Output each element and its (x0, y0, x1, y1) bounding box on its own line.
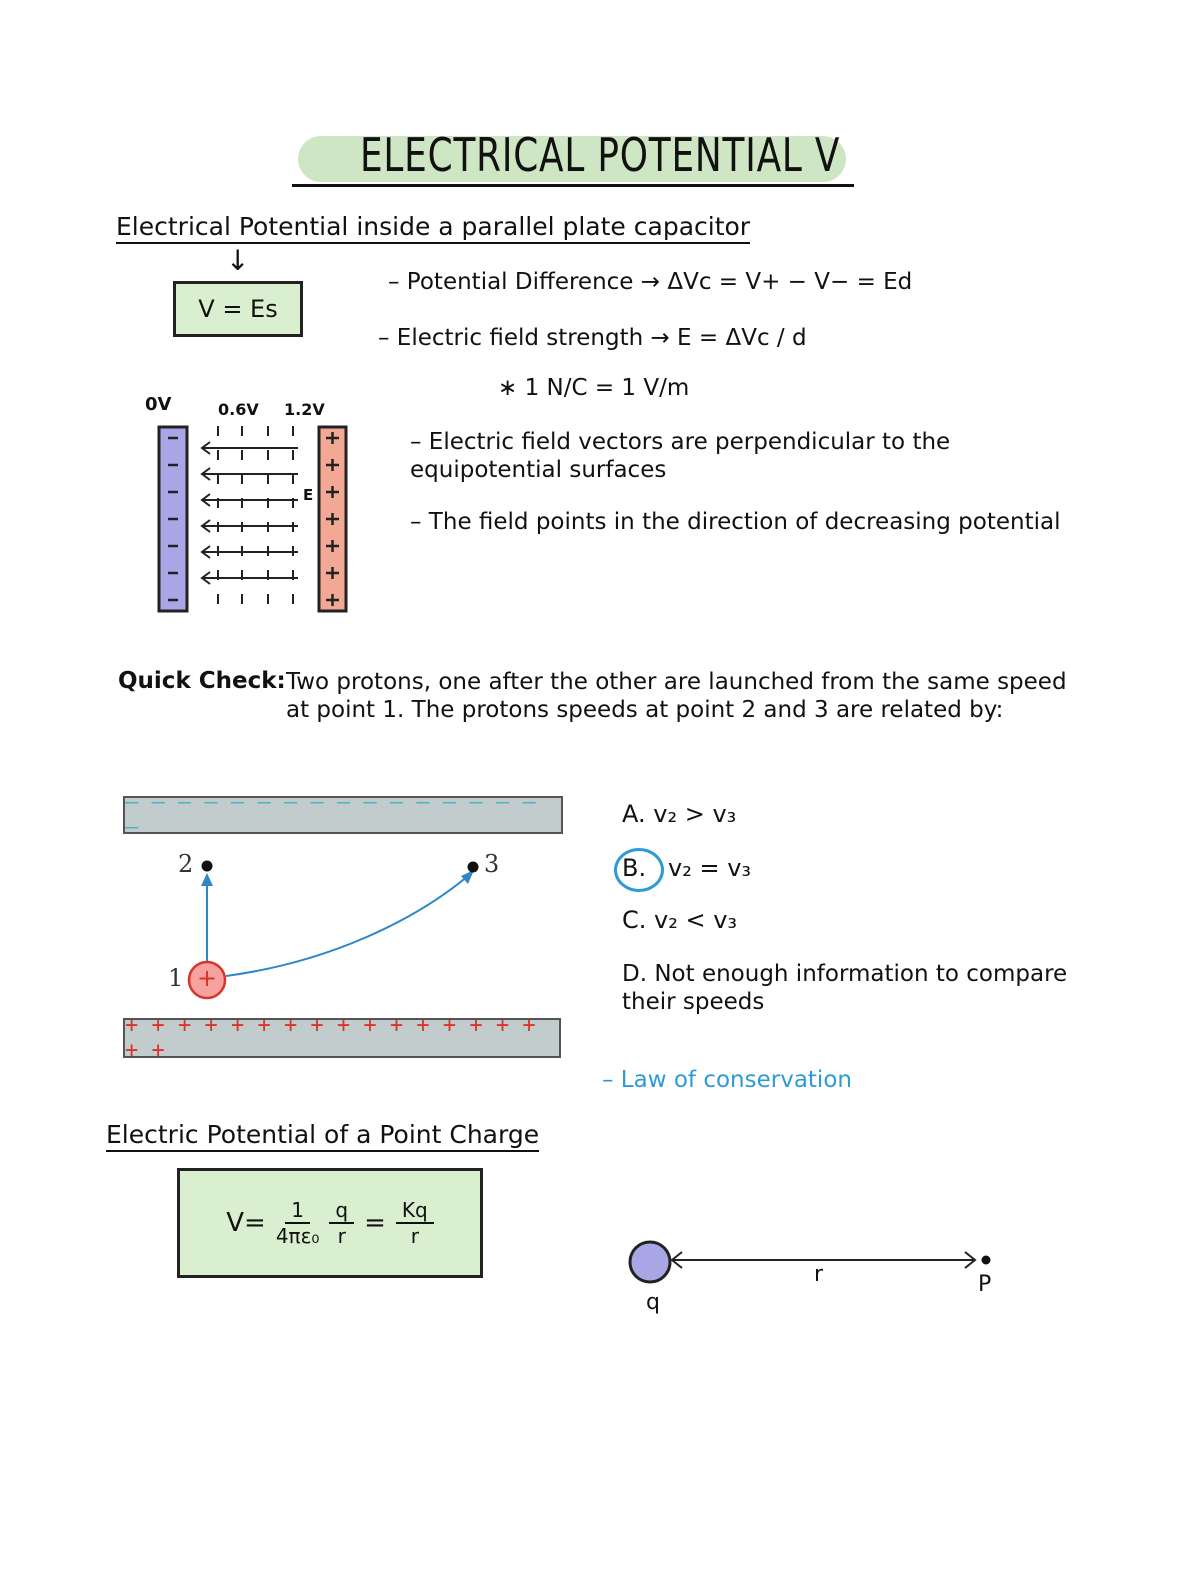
fraction-3-num: Kq (396, 1198, 434, 1224)
option-b: v₂ = v₃ (668, 854, 752, 882)
quick-check-question: Two protons, one after the other are launched from the same speed at point 1. The protons speeds at point 2 and 3 are related by: (286, 669, 1067, 723)
charge-circle (630, 1242, 670, 1282)
fraction-2 (329, 1198, 354, 1248)
page-title: ELECTRICAL POTENTIAL V (359, 128, 841, 182)
label-06v: 0.6V (218, 400, 259, 419)
label-0v: 0V (145, 394, 172, 415)
point-3-dot (468, 862, 479, 873)
option-d: D. Not enough information to compare their speeds (622, 961, 1068, 1015)
note-perpendicular: – Electric field vectors are perpendicular to the equipotential surfaces (410, 429, 951, 483)
point-charge-formula-box (177, 1168, 483, 1278)
title-underline (292, 184, 854, 187)
option-c: C. v₂ < v₃ (622, 906, 738, 934)
capacitor-formula: V = Es (198, 295, 278, 323)
capacitor-heading: Electrical Potential inside a parallel plate capacitor (116, 212, 750, 244)
point-3-label: 3 (484, 850, 500, 878)
option-a: A. v₂ > v₃ (622, 800, 737, 828)
fraction-2-num: q (329, 1198, 354, 1224)
positive-plate-bar (123, 1018, 561, 1058)
point-p-dot (982, 1256, 991, 1265)
answer-note: – Law of conservation (602, 1067, 852, 1093)
note-direction: – The field points in the direction of decreasing potential (410, 509, 1061, 535)
point-p-label: P (978, 1272, 992, 1297)
fraction-2-den: r (337, 1224, 346, 1248)
label-12v: 1.2V (284, 400, 325, 419)
negative-plate-bar (123, 796, 563, 834)
formula-v: V= (226, 1208, 266, 1238)
field-label: E (303, 486, 314, 504)
formula-equals: = (364, 1208, 386, 1238)
note-units: ∗ 1 N/C = 1 V/m (498, 375, 690, 401)
point-charge-diagram (620, 1230, 1000, 1300)
minus-row: – – – – – – – – – – – – – – – – – (125, 796, 536, 834)
proton-sign: + (196, 964, 218, 992)
point-1-label: 1 (168, 964, 184, 992)
distance-label: r (814, 1262, 824, 1287)
plus-row: + + + + + + + + + + + + + + + + + + (125, 1018, 536, 1058)
capacitor-diagram-labels (150, 420, 360, 620)
point-charge-heading: Electric Potential of a Point Charge (106, 1120, 539, 1152)
option-b-letter: B. (622, 854, 647, 882)
quick-check-label: Quick Check: (118, 668, 286, 694)
point-2-dot (202, 861, 213, 872)
fraction-1 (276, 1198, 320, 1248)
path-to-point-3 (226, 876, 468, 976)
down-arrow-icon: ↓ (226, 244, 250, 277)
fraction-3-den: r (410, 1224, 419, 1248)
fraction-1-den: 4πε₀ (275, 1224, 320, 1248)
capacitor-formula-box (173, 281, 303, 337)
fraction-1-num: 1 (285, 1198, 310, 1224)
fraction-3 (396, 1198, 434, 1248)
point-2-label: 2 (178, 850, 194, 878)
point-charge-formula (226, 1198, 433, 1248)
charge-label: q (646, 1290, 660, 1315)
note-field-strength: – Electric field strength → E = ΔVc / d (378, 325, 807, 351)
arrowhead-point-2 (201, 873, 213, 886)
note-potential-difference: – Potential Difference → ΔVc = V+ − V− = Ed (388, 269, 913, 295)
